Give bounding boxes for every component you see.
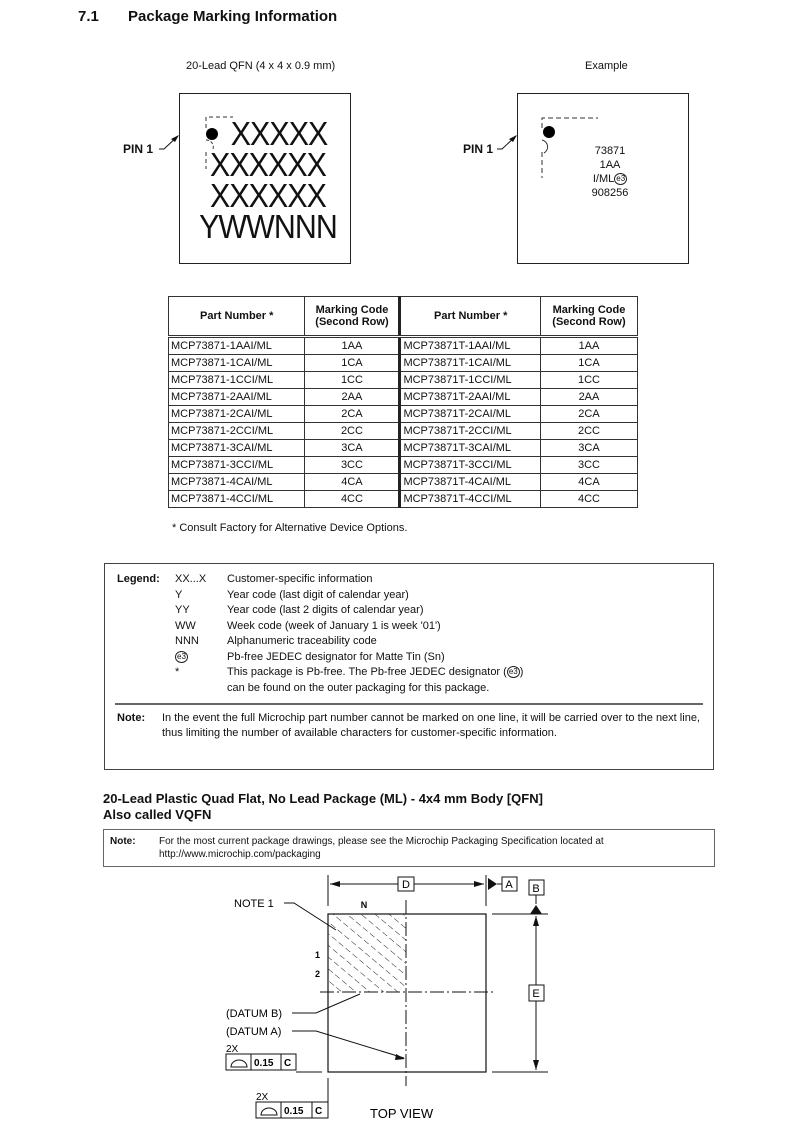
legend-item [175,588,705,604]
marking-code-cell: 1AA [305,337,400,355]
legend-item [175,634,705,650]
marking-code-cell: 4CC [305,491,400,508]
legend-desc [227,603,423,619]
header-part-number: Part Number * [400,297,540,337]
example-line: 73871 [594,145,626,157]
pin-1-number: 1 [315,950,321,960]
marking-code-cell: 2AA [305,389,400,406]
pin1-arrow-icon [158,132,184,154]
part-number-cell: MCP73871T-3CCI/ML [400,457,540,474]
note-label: Note: [117,712,146,724]
marking-code-cell: 2CA [540,406,637,423]
marking-code-cell: 2AA [540,389,637,406]
part-number-cell: MCP73871-2CCI/ML [169,423,305,440]
e3-icon: e3 [508,667,518,677]
drawing-title [103,791,543,823]
marking-code-cell: 1CC [305,372,400,389]
header-marking-code: Marking Code (Second Row) [540,297,637,337]
part-number-cell: MCP73871T-1CCI/ML [400,372,540,389]
legend-label: Legend: [117,573,160,585]
legend-desc [227,619,441,635]
legend-desc [227,634,377,650]
drawing-note-label: Note: [110,836,136,847]
part-number-cell: MCP73871-4CAI/ML [169,474,305,491]
marking-code-cell: 2CC [305,423,400,440]
marking-line: XXXXXX [209,146,326,183]
table-row [169,355,638,372]
profile-of-surface-icon [261,1108,277,1115]
table-row [169,491,638,508]
marking-code-cell: 1CA [305,355,400,372]
marking-line: YWWNNN [199,208,337,245]
datum-b-label: B [532,883,540,895]
legend-item [175,619,705,635]
legend-item [175,650,705,666]
legend-box [104,563,714,770]
dim-e-label: E [532,988,540,1000]
legend-desc-text: can be found on the outer packaging for this package. [227,681,490,694]
generic-package-caption: 20-Lead QFN (4 x 4 x 0.9 mm) [186,60,336,72]
legend-code: NNN [175,635,199,647]
multiplier-label: 2X [256,1092,269,1103]
pin1-hatched-area [328,914,406,992]
marking-code-cell: 3CC [540,457,637,474]
part-number-cell: MCP73871T-2CCI/ML [400,423,540,440]
legend-code [175,650,227,666]
tolerance-datum: C [284,1058,292,1069]
datum-b-callout: (DATUM B) [226,1008,283,1020]
view-label: TOP VIEW [370,1106,434,1121]
tolerance-datum: C [315,1106,323,1117]
multiplier-label: 2X [226,1044,239,1055]
marking-code-cell: 4CA [305,474,400,491]
table-row [169,440,638,457]
pin-2-number: 2 [315,969,321,979]
example-line: I/ML [592,173,615,185]
table-row [169,423,638,440]
legend-item [175,665,705,681]
pin1-label: PIN 1 [463,142,494,156]
part-number-cell: MCP73871-3CCI/ML [169,457,305,474]
tolerance-value: 0.15 [284,1106,304,1117]
legend-code: XX...X [175,573,207,585]
legend-code: Y [175,588,183,601]
marking-code-cell: 4CA [540,474,637,491]
marking-code-cell: 1AA [540,337,637,355]
e3-icon: e3 [616,174,626,184]
datum-a-label: A [505,879,513,891]
part-number-cell: MCP73871T-1AAI/ML [400,337,540,355]
table-row [169,474,638,491]
part-number-cell: MCP73871-3CAI/ML [169,440,305,457]
drawing-note-box [103,829,715,867]
marking-code-cell: 2CA [305,406,400,423]
package-drawing-top-view [0,870,790,1132]
drawing-title-line2: Also called VQFN [103,807,212,822]
part-number-cell: MCP73871T-2CAI/ML [400,406,540,423]
part-number-cell: MCP73871-2CAI/ML [169,406,305,423]
legend-desc-text: Alphanumeric traceability code [227,635,377,647]
table-row [169,406,638,423]
legend-desc-text: Year code (last digit of calendar year) [227,588,409,601]
legend-code [175,681,227,697]
legend-desc [227,588,409,604]
datum-a-callout: (DATUM A) [226,1026,282,1038]
legend-item [175,681,705,697]
example-caption: Example [585,60,628,72]
part-number-cell: MCP73871T-3CAI/ML [400,440,540,457]
drawing-title-line1: 20-Lead Plastic Quad Flat, No Lead Package (ML) - 4x4 mm Body [QFN] [103,791,543,806]
example-package-diagram [517,93,689,264]
legend-desc [227,681,489,697]
marking-code-cell: 3CC [305,457,400,474]
legend-code: WW [175,619,196,632]
pin1-arrow-icon [496,132,522,154]
marking-code-cell: 3CA [540,440,637,457]
marking-code-cell: 2CC [540,423,637,440]
legend-item [175,572,705,588]
legend-desc-suffix: ) [519,666,524,678]
legend-desc [227,650,445,666]
legend-desc-text: Customer-specific information [227,573,373,585]
legend-code: * [175,666,180,678]
part-number-cell: MCP73871T-2AAI/ML [400,389,540,406]
part-number-cell: MCP73871-1AAI/ML [169,337,305,355]
e3-icon: e3 [177,651,186,661]
header-part-number: Part Number * [169,297,305,337]
pin1-label: PIN 1 [123,142,154,156]
marking-code-cell: 4CC [540,491,637,508]
legend-code: YY [175,604,190,616]
part-number-cell: MCP73871T-1CAI/ML [400,355,540,372]
legend-desc-text: This package is Pb-free. The Pb-free JEDEC designator ( [227,666,507,678]
part-number-cell: MCP73871-1CCI/ML [169,372,305,389]
legend-desc [227,572,373,588]
part-number-cell: MCP73871-2AAI/ML [169,389,305,406]
marking-line: XXXXXX [209,177,326,214]
marking-code-cell: 1CA [540,355,637,372]
dim-d-label: D [402,879,410,891]
marking-code-cell: 1CC [540,372,637,389]
table-row [169,457,638,474]
legend-desc-text: Year code (last 2 digits of calendar year) [227,604,424,616]
n-label: N [360,900,368,910]
parts-table [168,296,638,508]
divider [115,703,703,705]
table-row [169,389,638,406]
drawing-note-link[interactable]: http://www.microchip.com/packaging [159,849,321,860]
tolerance-value: 0.15 [254,1058,274,1069]
drawing-note-line1: For the most current package drawings, please see the Microchip Packaging Specification located at [159,836,604,847]
header-marking-code: Marking Code (Second Row) [305,297,400,337]
section-number: 7.1 [78,8,99,25]
table-row [169,337,638,355]
profile-of-surface-icon [231,1060,247,1067]
example-line: 1AA [599,159,621,171]
legend-item [175,603,705,619]
legend-desc-text: Pb-free JEDEC designator for Matte Tin (Sn) [227,650,445,663]
part-number-cell: MCP73871-4CCI/ML [169,491,305,508]
table-row [169,372,638,389]
note-text: In the event the full Microchip part number cannot be marked on one line, it will be carried over to the next line, thus limiting the number of available characters for customer-specific information. [162,712,700,739]
marking-line: XXXXX [230,115,328,152]
note1-label: NOTE 1 [234,898,274,910]
part-number-cell: MCP73871T-4CAI/ML [400,474,540,491]
part-number-cell: MCP73871T-4CCI/ML [400,491,540,508]
generic-package-diagram [179,93,351,264]
section-title: Package Marking Information [128,8,338,25]
legend-desc [227,665,523,681]
pin1-dot-icon [543,126,555,138]
marking-code-cell: 3CA [305,440,400,457]
example-line: 908256 [591,187,629,199]
legend-desc-text: Week code (week of January 1 is week '01') [227,619,441,632]
part-number-cell: MCP73871-1CAI/ML [169,355,305,372]
table-footnote: * Consult Factory for Alternative Device Options. [172,522,408,534]
